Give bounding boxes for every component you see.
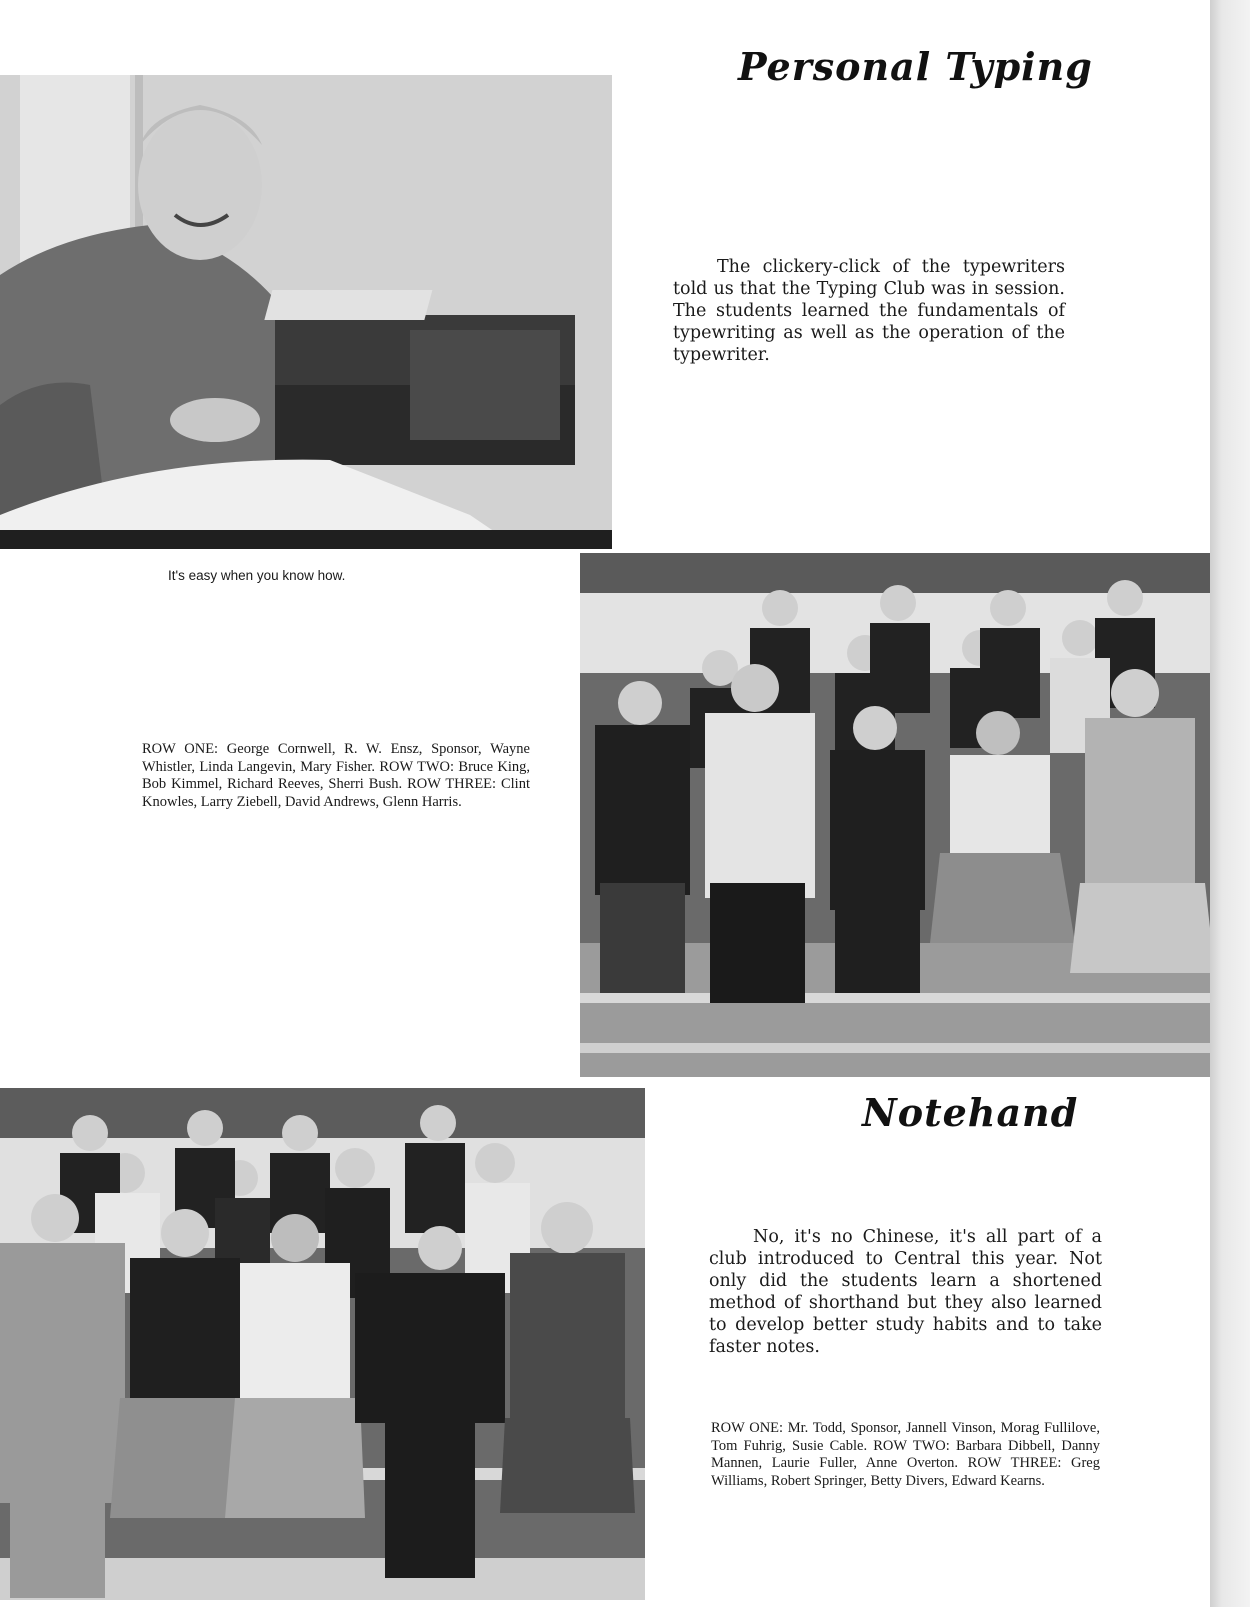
notehand-paragraph-text: No, it's no Chinese, it's all part of a club introduced to Central this year. Not only did the students learn a shortened method of shorthand but they also learned to develop better study habits and to take faster notes. [709, 1227, 1102, 1357]
notehand-heading: Notehand [862, 1090, 1079, 1135]
typing-student-illustration [0, 75, 612, 549]
typing-photo-caption: It's easy when you know how. [168, 568, 346, 583]
notehand-paragraph [709, 1226, 1102, 1358]
typing-heading: Personal Typing [738, 44, 1093, 89]
typing-paragraph-text: The clickery-click of the typewriters told us that the Typing Club was in session. The students learned the fundamentals of typewriting as well as the operation of the typewriter. [673, 257, 1065, 365]
notehand-group-photo [0, 1088, 645, 1600]
typing-paragraph [673, 256, 1065, 366]
adjacent-page-edge [1210, 0, 1250, 1607]
notehand-roster: ROW ONE: Mr. Todd, Sponsor, Jannell Vinson, Morag Fullilove, Tom Fuhrig, Susie Cable. ROW TWO: Barbara Dibbell, Danny Mannen, Laurie Fuller, Anne Overton. ROW THREE: Greg Williams, Robert Springer, Betty Divers, Edward Kearns. [711, 1420, 1100, 1489]
typing-club-group-photo [580, 553, 1222, 1077]
typing-roster: ROW ONE: George Cornwell, R. W. Ensz, Sponsor, Wayne Whistler, Linda Langevin, Mary Fisher. ROW TWO: Bruce King, Bob Kimmel, Richard Reeves, Sherri Bush. ROW THREE: Clint Knowles, Larry Ziebell, David Andrews, Glenn Harris. [142, 741, 530, 810]
notehand-club-illustration [0, 1088, 645, 1600]
typing-student-photo [0, 75, 612, 549]
typing-club-illustration [580, 553, 1222, 1077]
